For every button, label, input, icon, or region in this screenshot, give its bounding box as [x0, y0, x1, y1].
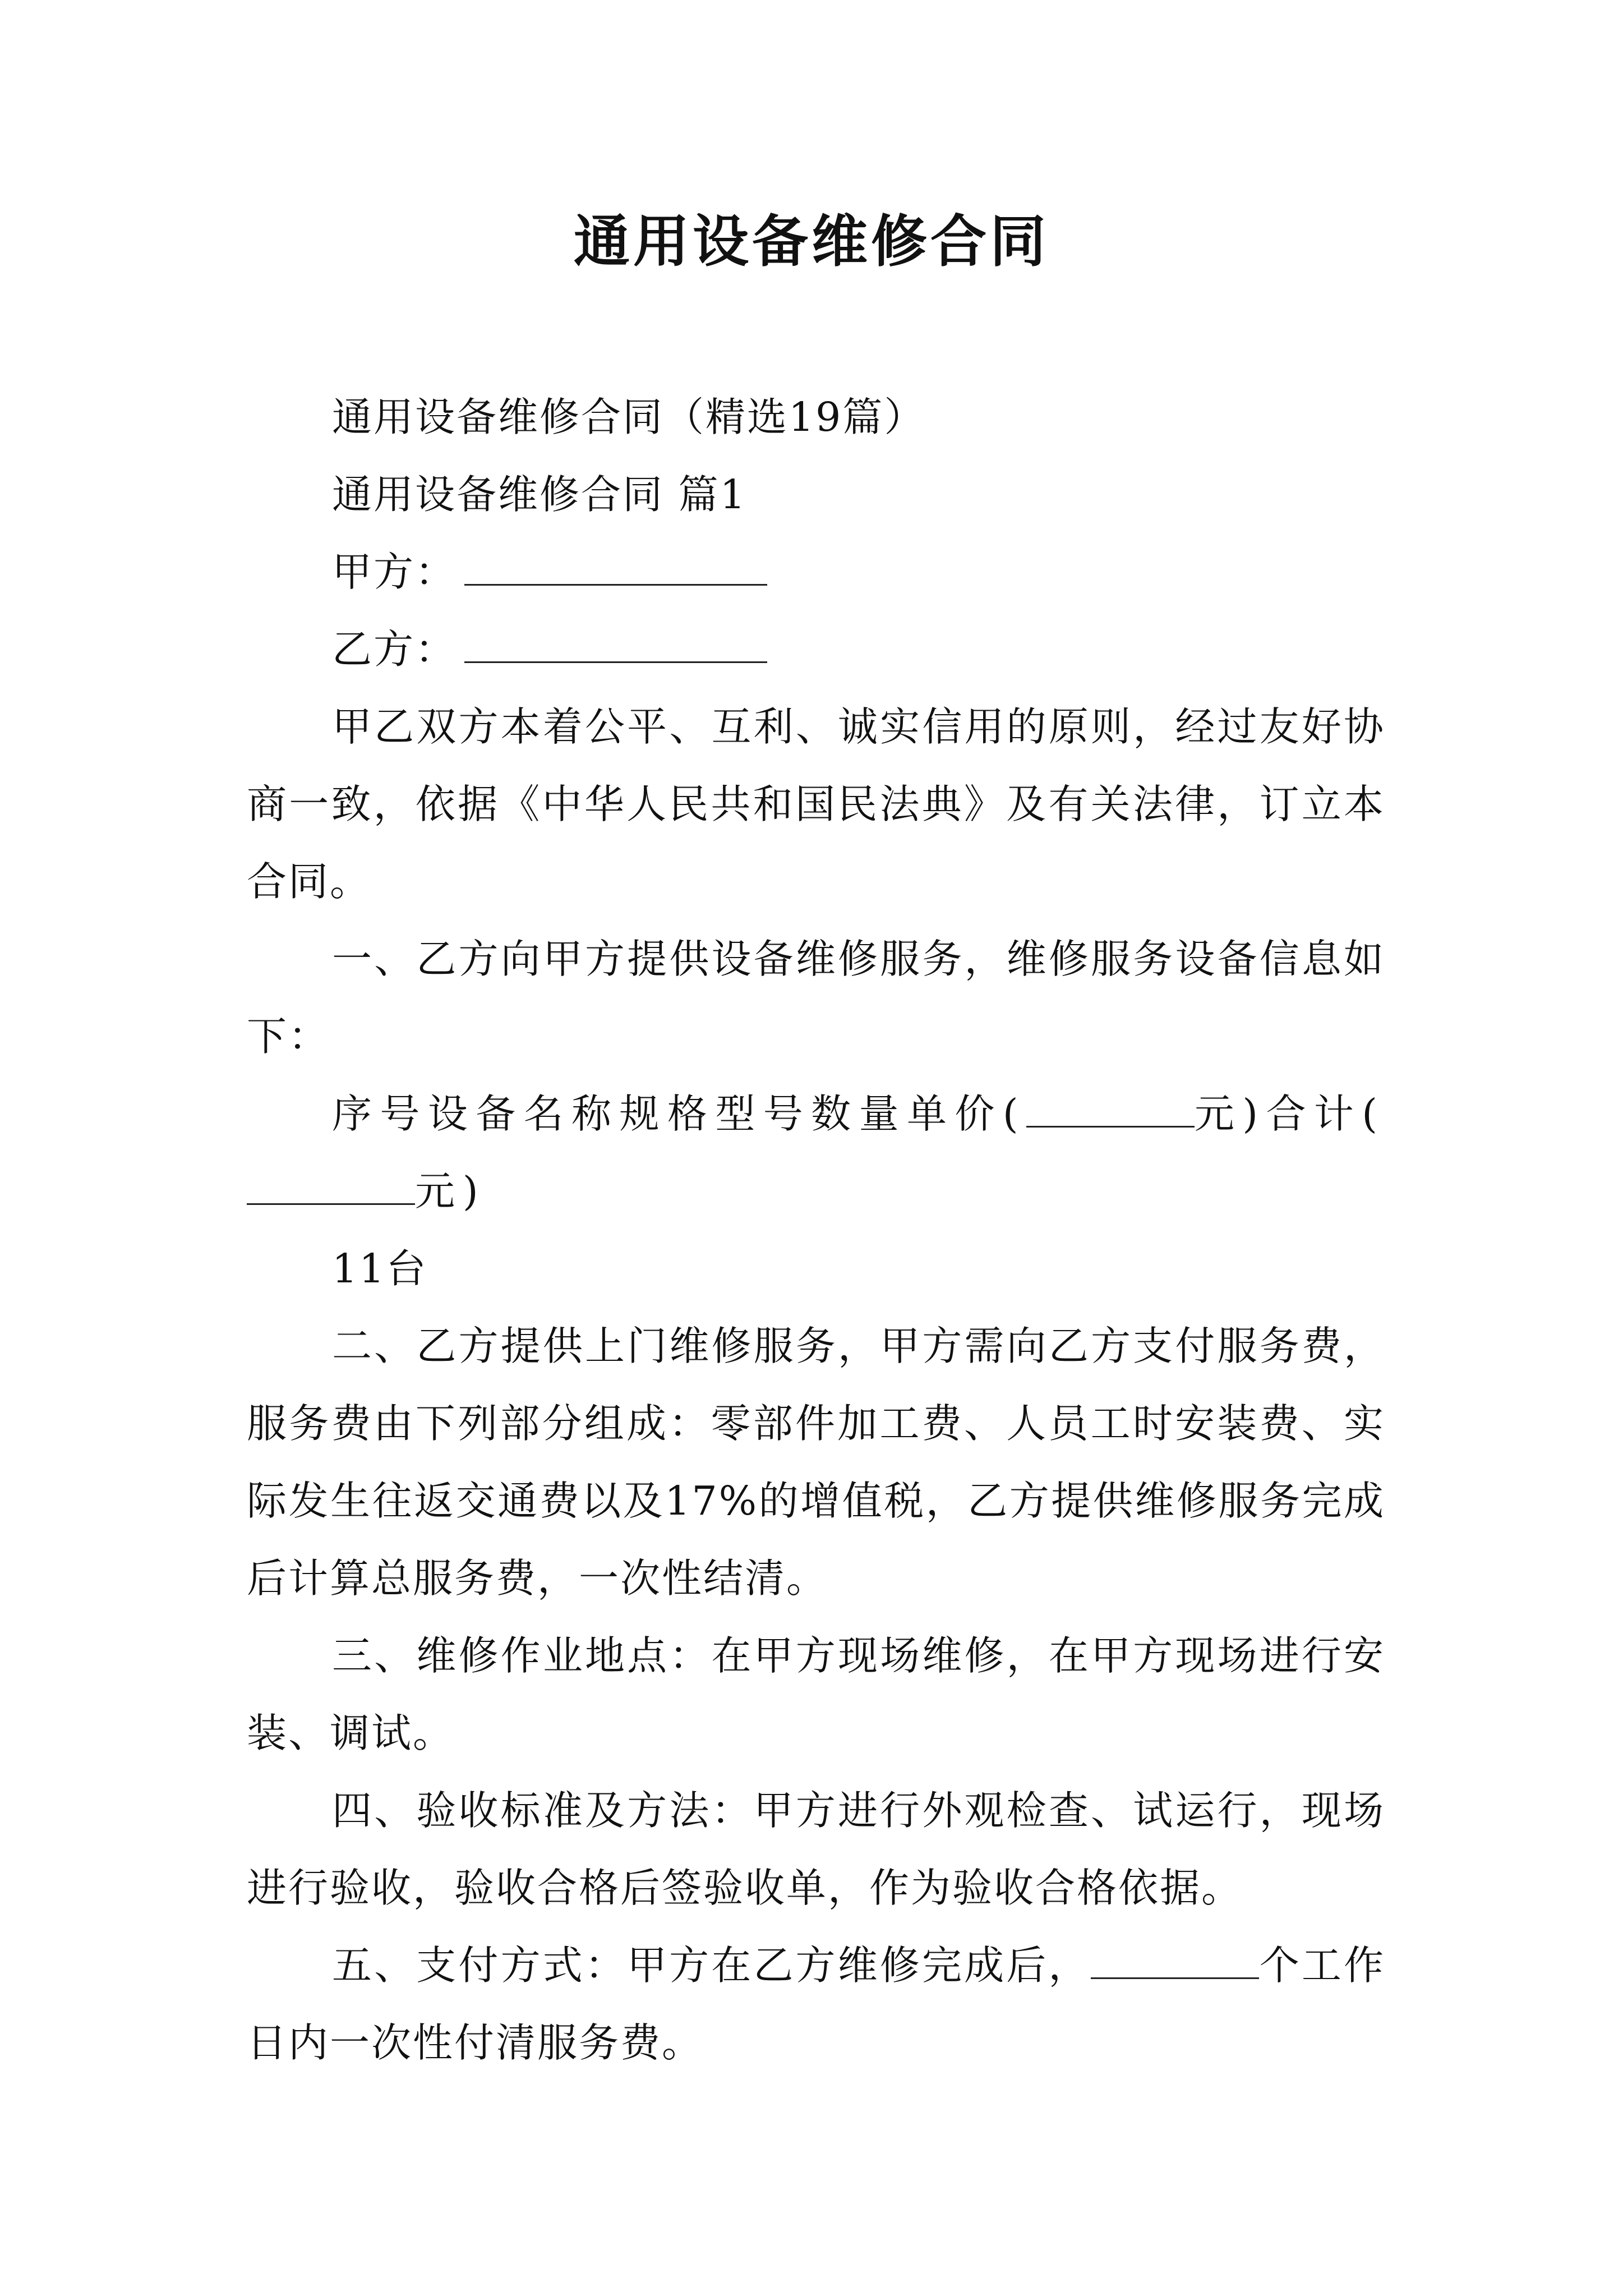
- party-b-blank: [464, 629, 767, 663]
- party-a-label: 甲方：: [332, 549, 457, 595]
- party-b-line: [247, 611, 1385, 688]
- intro-paragraph: 甲乙双方本着公平、互利、诚实信用的原则，经过友好协商一致，依据《中华人民共和国民法典》及有关法律，订立本合同。: [247, 703, 1385, 905]
- document-title: 通用设备维修合同: [574, 208, 1049, 274]
- clause-5: [247, 1927, 1385, 2082]
- clause-5-text-2: 个工作日内一次性付清服务费。: [247, 1942, 1385, 2066]
- party-b-label: 乙方：: [332, 626, 457, 673]
- document-body: [247, 379, 1385, 2082]
- clause-4: 四、验收标准及方法：甲方进行外观检查、试运行，现场进行验收，验收合格后签验收单，作为验收合格依据。: [247, 1787, 1385, 1911]
- table-header-text-3: 元): [415, 1168, 486, 1214]
- party-a-blank: [464, 551, 767, 586]
- equipment-table-header: [247, 1075, 1385, 1230]
- total-blank: [247, 1171, 415, 1205]
- clause-1: 一、乙方向甲方提供设备维修服务，维修服务设备信息如下：: [247, 936, 1385, 1060]
- clause-2: 二、乙方提供上门维修服务，甲方需向乙方支付服务费，服务费由下列部分组成：零部件加工费、人员工时安装费、实际发生往返交通费以及17%的增值税，乙方提供维修服务完成后计算总服务费，一次性结清。: [247, 1323, 1385, 1602]
- party-a-line: [247, 533, 1385, 611]
- document-subtitle: 通用设备维修合同（精选19篇）: [332, 394, 926, 440]
- clause-5-text-1: 五、支付方式：甲方在乙方维修完成后，: [332, 1942, 1091, 1989]
- section-heading: 通用设备维修合同 篇1: [332, 471, 747, 518]
- equipment-table-row: 11台: [332, 1245, 428, 1292]
- unit-price-blank: [1026, 1093, 1195, 1128]
- clause-3: 三、维修作业地点：在甲方现场维修，在甲方现场进行安装、调试。: [247, 1632, 1385, 1756]
- table-header-text-2: 元)合计(: [1194, 1091, 1385, 1137]
- table-header-text-1: 序号设备名称规格型号数量单价(: [332, 1091, 1026, 1137]
- working-days-blank: [1091, 1945, 1259, 1979]
